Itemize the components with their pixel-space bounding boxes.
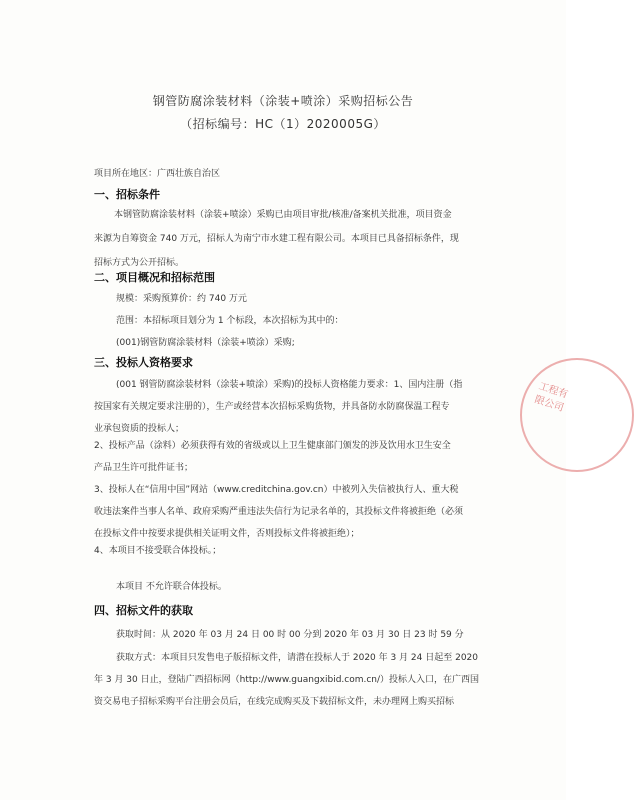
s4-line-4: 资交易电子招标采购平台注册会员后，在线完成购买及下载招标文件，未办理网上购买招标 [94,697,455,707]
s2-line-3: (001)钢管防腐涂装材料（涂装+喷涂）采购; [116,338,295,348]
s4-line-3: 年 3 月 30 日止，登陆广西招标网（http://www.guangxibid.com.cn/）投标人入口，在广西国 [94,675,480,685]
company-seal [520,358,634,472]
project-location: 项目所在地区：广西壮族自治区 [94,169,221,179]
s2-line-2: 范围：本招标项目划分为 1 个标段，本次招标为其中的： [116,316,344,326]
s4-line-2: 获取方式：本项目只发售电子版招标文件，请潜在投标人于 2020 年 3 月 24 日起至 2020 [116,653,479,663]
s3-line-4: 2、投标产品（涂料）必须获得有效的省级或以上卫生健康部门颁发的涉及饮用水卫生安全 [94,441,451,451]
s3-line-2: 按国家有关规定要求注册的），生产或经营本次招标采购货物，并具备防水防腐保温工程专 [94,402,450,412]
section-heading-3: 三、投标人资格要求 [94,356,193,369]
s4-line-1: 获取时间：从 2020 年 03 月 24 日 00 时 00 分到 2020 年 03 月 30 日 23 时 59 分 [116,630,464,640]
s1-line-2: 来源为自筹资金 740 万元，招标人为南宁市水建工程有限公司。本项目已具备招标条件，现 [94,234,459,244]
s3-line-7: 收违法案件当事人名单、政府采购严重违法失信行为记录名单的，其投标文件将被拒绝（必须 [94,507,464,517]
s1-line-3: 招标方式为公开招标。 [94,258,185,268]
s3-line-9: 4、本项目不接受联合体投标。； [94,546,222,556]
s3-note: 本项目 不允许联合体投标。 [116,582,227,592]
company-seal-text: 工程有限公司 [533,381,570,415]
document-title: 钢管防腐涂装材料（涂装+喷涂）采购招标公告 [152,94,414,108]
s3-line-1: (001 钢管防腐涂装材料（涂装+喷涂）采购)的投标人资格能力要求：1、国内注册（指 [116,380,463,390]
section-heading-2: 二、项目概况和招标范围 [94,271,215,284]
document-subtitle: （招标编号：HC（1）2020005G） [180,117,386,131]
s3-line-5: 产品卫生许可批件证书； [94,463,194,473]
s3-line-3: 业承包资质的投标人； [94,424,185,434]
s3-line-6: 3、投标人在“信用中国”网站（www.creditchina.gov.cn）中被列入失信被执行人、重大税 [94,485,459,495]
s2-line-1: 规模：采购预算价：约 740 万元 [116,294,247,304]
section-heading-4: 四、招标文件的获取 [94,604,193,617]
s1-line-1: 本钢管防腐涂装材料（涂装+喷涂）采购已由项目审批/核准/备案机关批准，项目资金 [114,210,452,220]
s3-line-8: 在投标文件中按要求提供相关证明文件，否则投标文件将被拒绝）； [94,529,360,539]
section-heading-1: 一、招标条件 [94,188,160,201]
